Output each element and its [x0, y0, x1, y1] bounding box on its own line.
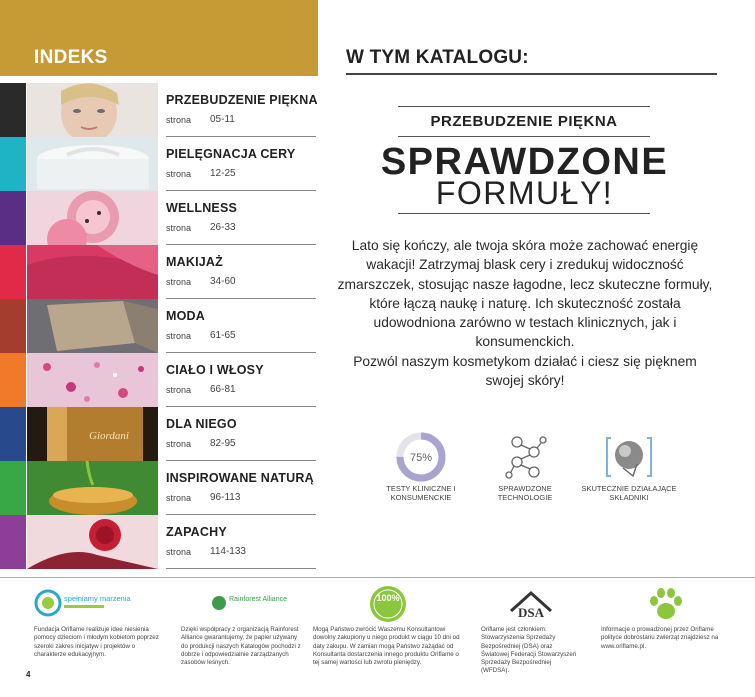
section-color-bar	[0, 515, 26, 569]
index-item[interactable]	[0, 353, 318, 407]
section-thumbnail	[27, 83, 158, 137]
catalog-title-rule	[346, 73, 717, 75]
index-item[interactable]	[0, 137, 318, 191]
active-ingredient-icon	[581, 430, 677, 484]
footer-text: Informacje o prowadzonej przez Oriflame polityce dobrostanu zwierząt znajdziesz na www.oriflame.pl.	[601, 626, 719, 650]
index-item-name: MAKIJAŻ	[166, 255, 223, 269]
intro-text	[336, 236, 714, 390]
subhead-top-rule	[398, 106, 650, 107]
index-page-range: 66-81	[210, 384, 236, 395]
paw-icon	[601, 585, 731, 623]
index-item-name: MODA	[166, 309, 205, 323]
index-item-rule	[166, 568, 316, 569]
index-item[interactable]	[0, 461, 318, 515]
index-title: INDEKS	[34, 47, 108, 68]
index-item-name: WELLNESS	[166, 201, 238, 215]
section-thumbnail	[27, 191, 158, 245]
index-page-range: 61-65	[210, 330, 236, 341]
feature-label: SKUTECZNIE DZIAŁAJĄCE SKŁADNIKI	[581, 484, 677, 502]
footer-text: Mogą Państwo zwrócić Waszemu Konsultantowi dowolny zakupiony u niego produkt w ciągu 10 dni od daty zakupu. W zamian mogą Państwo zażądać od Konsultanta dostarczenia innego produktu Oriflame o tej samej wartości lub zwrotu pieniędzy.	[313, 626, 460, 667]
intro-paragraph: Lato się kończy, ale twoja skóra może zachować energię wakacji! Zatrzymaj blask cery i zredukuj widoczność zmarszczek, stosując nasze łagodne, lecz skuteczne formuły, które łączą naukę i naturę. Ich skuteczność została udowodniona zarówno w testach klinicznych, jak i konsumenckich.	[337, 238, 713, 350]
index-page-label: strona	[166, 331, 192, 341]
index-page-range: 96-113	[210, 492, 241, 503]
feature-ingredients	[581, 430, 677, 502]
index-page-range: 12-25	[210, 168, 236, 179]
index-item[interactable]	[0, 515, 318, 569]
molecule-icon	[477, 430, 573, 484]
footer-foundation	[34, 585, 162, 659]
section-subhead: PRZEBUDZENIE PIĘKNA	[430, 113, 618, 130]
feature-label: SPRAWDZONE TECHNOLOGIE	[497, 484, 553, 502]
index-item-name: PRZEBUDZENIE PIĘKNA	[166, 93, 318, 107]
footer-text: Dzięki współpracy z organizacją Rainforest Alliance gwarantujemy, że papier używany do produkcji naszych Katalogów pochodzi z dobrze i odpowiedzialnie zarządzanych zasobów leśnych.	[181, 626, 301, 667]
percent-ring-icon	[373, 430, 469, 484]
index-page-label: strona	[166, 277, 192, 287]
percent-value: 75%	[409, 452, 433, 464]
section-color-bar	[0, 245, 26, 299]
feature-clinical-tests	[373, 430, 469, 502]
footer-text: Oriflame jest członkiem: Stowarzyszenia Sprzedaży Bezpośredniej (DSA) oraz Światowej Federacji Stowarzyszeń Sprzedaży Bezpośredniej (WFDSA).	[481, 626, 577, 675]
headline-line-2: FORMUŁY!	[435, 175, 614, 211]
section-color-bar	[0, 83, 26, 137]
index-item-name: INSPIROWANE NATURĄ	[166, 471, 314, 485]
index-item-name: DLA NIEGO	[166, 417, 237, 431]
subhead-bottom-rule	[398, 136, 650, 137]
section-color-bar	[0, 461, 26, 515]
headline-rule	[398, 213, 650, 214]
index-item-name: ZAPACHY	[166, 525, 227, 539]
feature-technologies	[477, 430, 573, 502]
dsa-logo-text: DSA	[517, 605, 545, 620]
footer-rainforest	[181, 585, 303, 667]
dsa-logo	[481, 585, 581, 623]
index-item[interactable]	[0, 299, 318, 353]
intro-closing: Pozwól naszym kosmetykom działać i ciesz się pięknem swojej skóry!	[353, 353, 697, 389]
index-page-range: 05-11	[210, 114, 235, 125]
index-page-label: strona	[166, 115, 192, 125]
index-page-range: 34-60	[210, 276, 236, 287]
index-item-name: CIAŁO I WŁOSY	[166, 363, 264, 377]
foundation-logo-text: spełniamy marzenia	[64, 594, 131, 603]
index-item[interactable]	[0, 407, 318, 461]
section-thumbnail	[27, 407, 158, 461]
spelniamy-marzenia-logo	[34, 585, 162, 623]
section-color-bar	[0, 299, 26, 353]
index-page-label: strona	[166, 385, 192, 395]
index-item[interactable]	[0, 245, 318, 299]
satisfaction-100-badge	[313, 585, 463, 623]
index-page-label: strona	[166, 493, 192, 503]
index-page-range: 114-133	[210, 546, 246, 557]
footer-guarantee	[313, 585, 463, 667]
section-color-bar	[0, 407, 26, 461]
index-page-label: strona	[166, 439, 192, 449]
section-thumbnail	[27, 353, 158, 407]
section-thumbnail	[27, 245, 158, 299]
footer-rule	[0, 577, 755, 578]
index-item[interactable]	[0, 191, 318, 245]
index-item-name: PIELĘGNACJA CERY	[166, 147, 296, 161]
index-page-label: strona	[166, 169, 192, 179]
section-thumbnail	[27, 137, 158, 191]
footer-animal-welfare	[601, 585, 731, 651]
section-thumbnail	[27, 515, 158, 569]
section-color-bar	[0, 191, 26, 245]
index-item[interactable]	[0, 83, 318, 137]
catalog-title: W TYM KATALOGU:	[346, 47, 529, 68]
rainforest-alliance-logo	[181, 585, 303, 623]
section-color-bar	[0, 353, 26, 407]
index-page-range: 26-33	[210, 222, 236, 233]
badge-100-text: 100%	[376, 593, 400, 603]
rainforest-logo-text: Rainforest Alliance	[229, 596, 287, 603]
index-page-label: strona	[166, 223, 192, 233]
bottle-label: Giordani	[89, 430, 129, 442]
footer-dsa	[481, 585, 581, 676]
section-color-bar	[0, 137, 26, 191]
section-thumbnail	[27, 461, 158, 515]
section-thumbnail	[27, 299, 158, 353]
page-number: 4	[26, 670, 31, 679]
index-page-label: strona	[166, 547, 192, 557]
feature-label: TESTY KLINICZNE I KONSUMENCKIE	[386, 484, 456, 502]
index-page-range: 82-95	[210, 438, 236, 449]
headline-line-1: SPRAWDZONE	[380, 141, 669, 183]
index-list	[0, 83, 318, 569]
footer-text: Fundacja Oriflame realizuje idee niesienia pomocy dzieciom i młodym kobietom poprzez szeroki zakres inicjatyw i projektów o charakterze edukacyjnym.	[34, 626, 159, 658]
